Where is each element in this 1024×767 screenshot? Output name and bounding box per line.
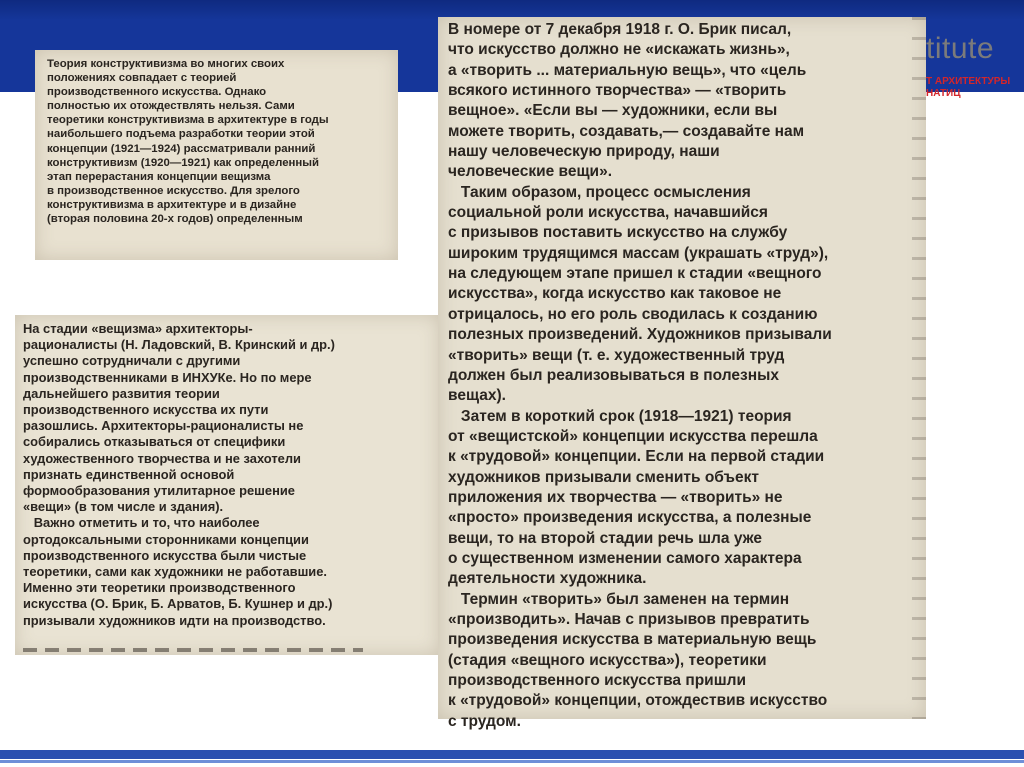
excerpt-text: В номере от 7 декабря 1918 г. О. Брик писал, что искусство должно не «искажать жизнь», а «творить ... материальную вещь», что «цель всякого истинного творчества» — «творить вещное». «Если вы — художники, если вы можете творить, создавать,— создавайте нам нашу человеческую природу, наши человеческие вещи». Таким образом, процесс осмысления социальной роли искусства, начавшийся с призывов поставить искусство на службу широким трудящимся массам (украшать «труд»), на следующем этапе пришел к стадии «вещного искусства», когда искусство как таковое не отрицалось, но его роль сводилась к созданию полезных произведений. Художников призывали «творить» вещи (т. е. художественный труд должен был реализовываться в полезных вещах). Затем в короткий срок (1918—1921) теория от «вещистской» концепции искусства перешла к «трудовой» концепции. Если на первой стадии художников призывали сменить объект приложения их творчества — «творить» не «просто» произведения искусства, а полезные вещи, то на второй стадии речь шла уже о существенном изменении самого характера деятельности художника. Термин «творить» был заменен на термин «производить». Начав с призывов превратить произведения искусства в материальную вещь (стадия «вещного искусства»), теоретики производственного искусства пришли к «трудовой» концепции, отождествив искусство с трудом. xyxy=(448,21,832,730)
scanned-excerpt-right xyxy=(438,17,926,730)
footer-rule-dark xyxy=(0,750,1024,759)
logo-subline-2: НАТИЦ xyxy=(926,88,961,99)
footer-rule-light xyxy=(0,760,1024,763)
page-edge-bleed xyxy=(912,17,926,719)
logo-wordmark: titute xyxy=(926,32,995,65)
scanned-excerpt-top-left xyxy=(35,50,398,260)
logo-subline-1: Т АРХИТЕКТУРЫ xyxy=(926,76,1011,87)
institute-logo xyxy=(926,22,1024,102)
cropped-line-fragment xyxy=(23,642,363,652)
excerpt-text: Теория конструктивизма во многих своих положениях совпадает с теорией производственного искусства. Однако полностью их отождествлять нельзя. Сами теоретики конструктивизма в архитектуре в годы наибольшего подъема разработки теории этой концепции (1921—1924) рассматривали ранний конструктивизм (1920—1921) как определенный этап перерастания концепции вещизма в производственное искусство. Для зрелого конструктивизма в архитектуре и в дизайне (вторая половина 20-х годов) определенным xyxy=(47,58,329,226)
footer-rule xyxy=(0,750,1024,767)
excerpt-text: На стадии «вещизма» архитекторы- рационалисты (Н. Ладовский, В. Кринский и др.) успешно сотрудничали с другими производственниками в ИНХУКе. Но по мере дальнейшего развития теории производственного искусства их пути разошлись. Архитекторы-рационалисты не собирались отказываться от специфики художественного творчества и не захотели признать единственной основой формообразования утилитарное решение «вещи» (в том числе и здания). Важно отметить и то, что наиболее ортодоксальными сторонниками концепции производственного искусства были чистые теоретики, сами как художники не работавшие. Именно эти теоретики производственного искусства (О. Брик, Б. Арватов, Б. Кушнер и др.) призывали художников идти на производство. xyxy=(23,321,335,628)
scanned-excerpt-bottom-left xyxy=(15,315,439,655)
